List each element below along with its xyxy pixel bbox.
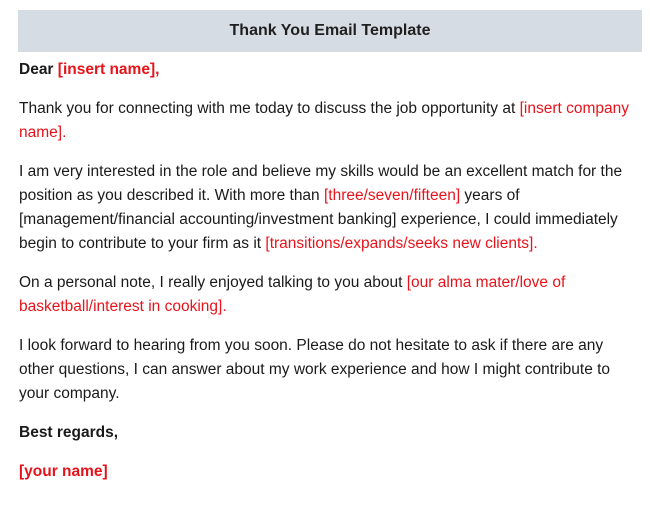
firm-activity-placeholder: [transitions/expands/seeks new clients].	[265, 235, 538, 252]
paragraph-closing	[19, 334, 639, 406]
template-title: Thank You Email Template	[229, 22, 431, 39]
paragraph-personal-note	[19, 271, 639, 319]
paragraph-personal-note-text: On a personal note, I really enjoyed talking to you about	[19, 274, 407, 291]
paragraph-opportunity	[19, 97, 639, 145]
template-title-bar	[18, 10, 642, 52]
company-name-placeholder: [insert company name].	[19, 100, 630, 141]
paragraph-opportunity-text: Thank you for connecting with me today to discuss the job opportunity at	[19, 100, 520, 117]
paragraph-interest-text-a: I am very interested in the role and believe my skills would be an excellent match for the position as you described it. With more than	[19, 163, 623, 204]
letter-body	[19, 58, 639, 499]
signature-placeholder: [your name]	[19, 463, 108, 480]
signature-line	[19, 460, 639, 484]
years-placeholder: [three/seven/fifteen]	[323, 187, 461, 204]
paragraph-interest-text-b: years of [management/financial accounting/investment banking] experience, I could immediately begin to contribute to your firm as it	[19, 187, 618, 252]
paragraph-closing-text: I look forward to hearing from you soon. Please do not hesitate to ask if there are any other questions, I can answer about my work experience and how I might contribute to your company.	[19, 337, 611, 402]
greeting-line	[19, 58, 639, 82]
greeting-text: Dear	[19, 61, 58, 78]
paragraph-interest	[19, 160, 639, 256]
signoff-text: Best regards,	[19, 424, 119, 441]
personal-topic-placeholder: [our alma mater/love of basketball/interest in cooking].	[19, 274, 566, 315]
greeting-name-placeholder: [insert name],	[57, 61, 160, 78]
signoff-line	[19, 421, 639, 445]
